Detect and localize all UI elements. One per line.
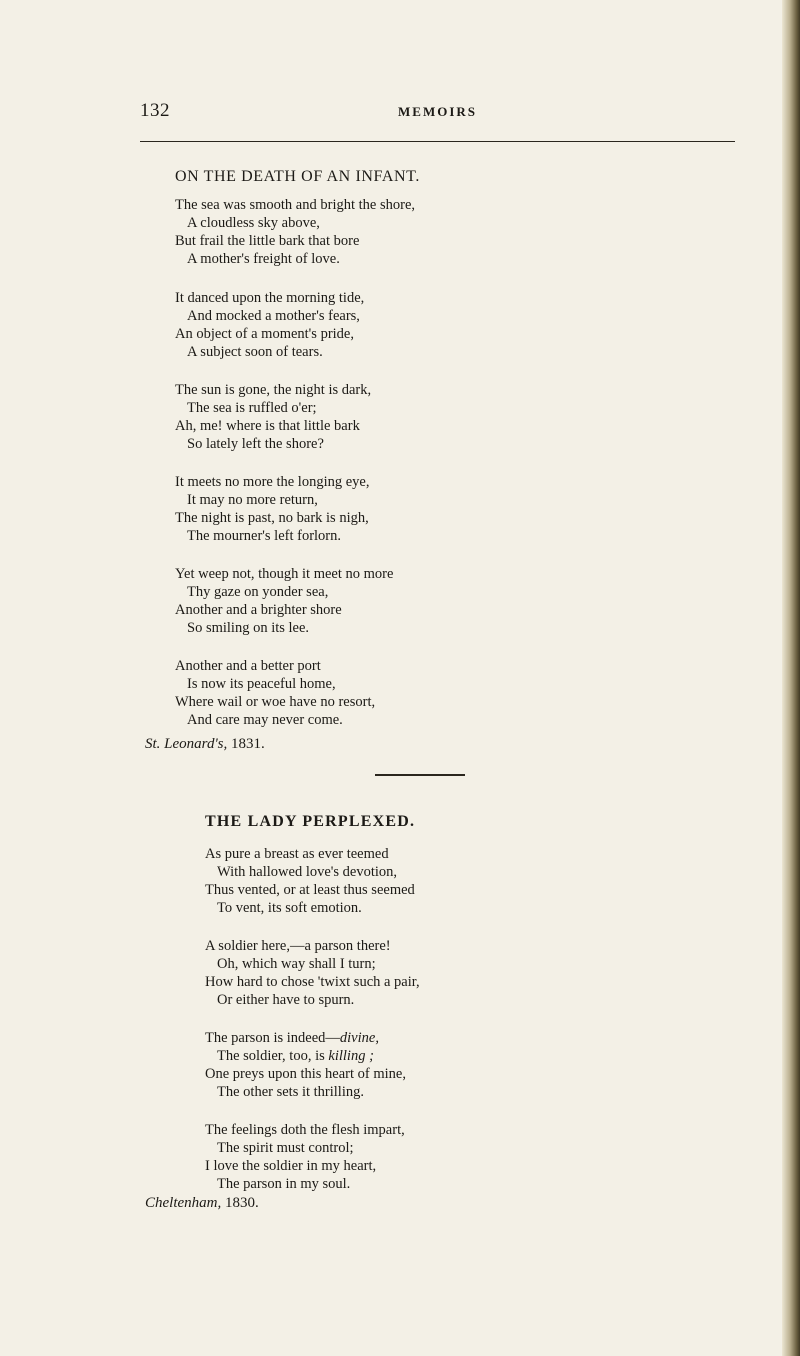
poem-line: How hard to chose 'twixt such a pair, [205,974,420,990]
poem-line: An object of a moment's pride, [175,326,354,342]
poem-line: To vent, its soft emotion. [217,900,362,916]
poem-line: Oh, which way shall I turn; [217,956,376,972]
poem-title: ON THE DEATH OF AN INFANT. [175,168,420,185]
poem-line: One preys upon this heart of mine, [205,1066,406,1082]
poem-line: Thy gaze on yonder sea, [187,584,329,600]
year: 1831. [231,736,265,752]
poem-line: The mourner's left forlorn. [187,528,342,544]
poem-line: The other sets it thrilling. [217,1084,364,1100]
poem-line: Ah, me! where is that little bark [175,418,360,434]
poem-line: The night is past, no bark is nigh, [175,510,369,526]
poem-line: Yet weep not, though it meet no more [175,566,394,582]
poem-line: Is now its peaceful home, [187,676,336,692]
poem-line: Where wail or woe have no resort, [175,694,376,710]
header-rule [140,141,735,142]
page-header [140,100,735,140]
poem-line [205,1029,379,1047]
poem-line: A mother's freight of love. [187,251,340,267]
poem-line: A subject soon of tears. [187,344,323,360]
poem-line: Another and a better port [175,658,321,674]
poem-line: The sea is ruffled o'er; [187,400,317,416]
poem-line: And mocked a mother's fears, [187,308,360,324]
page-number: 132 [140,100,170,121]
poem-line: Thus vented, or at least thus seemed [205,882,415,898]
poem-line: I love the soldier in my heart, [205,1158,377,1174]
poem-line: So lately left the shore? [187,436,324,452]
place-date [145,1194,259,1212]
poem-line: And care may never come. [187,712,343,728]
poem-line: So smiling on its lee. [187,620,310,636]
poem-line: With hallowed love's devotion, [217,864,398,880]
poem-line-text: The parson is indeed— [205,1030,340,1046]
poem-line [217,1047,374,1065]
section-separator [375,774,465,776]
poem-line: A soldier here,—a parson there! [205,938,391,954]
poem-line: It meets no more the longing eye, [175,474,370,490]
poem-line: Another and a brighter shore [175,602,342,618]
place-date [145,735,265,753]
place-name: St. Leonard's, [145,736,228,752]
poem-line: The spirit must control; [217,1140,354,1156]
poem-line: The parson in my soul. [217,1176,351,1192]
poem-title: THE LADY PERPLEXED. [205,813,416,830]
poem-line: It danced upon the morning tide, [175,290,365,306]
place-name: Cheltenham, [145,1195,222,1211]
running-head: MEMOIRS [398,104,477,119]
poem-line-italic: divine, [339,1030,379,1046]
poem-line: The sea was smooth and bright the shore, [175,197,416,213]
poem-line-text: The soldier, too, is [217,1048,329,1064]
poem-line: Or either have to spurn. [217,992,355,1008]
page-edge-shadow [782,0,800,1356]
poem-line: But frail the little bark that bore [175,233,360,249]
poem-line: As pure a breast as ever teemed [205,846,389,862]
poem-line: It may no more return, [187,492,318,508]
poem-line-italic: killing ; [328,1048,374,1064]
poem-line: A cloudless sky above, [187,215,320,231]
year: 1830. [225,1195,259,1211]
poem-line: The sun is gone, the night is dark, [175,382,372,398]
poem-line: The feelings doth the flesh impart, [205,1122,405,1138]
